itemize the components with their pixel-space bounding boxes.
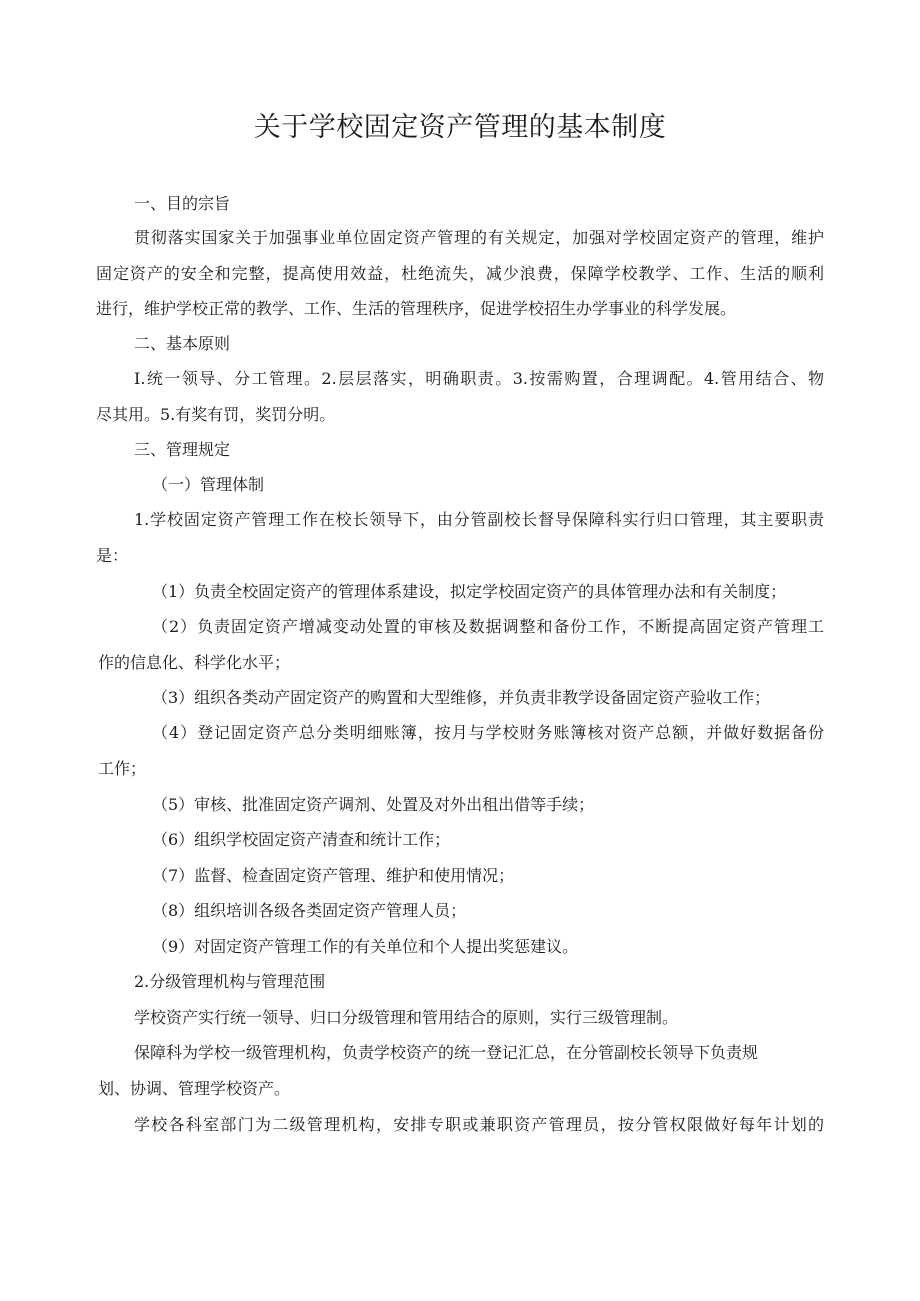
paragraph-line: 贯彻落实国家关于加强事业单位固定资产管理的有关规定，加强对学校固定资产的管理，维护 xyxy=(134,228,824,247)
list-item: （3）组织各类动产固定资产的购置和大型维修，并负责非教学设备固定资产验收工作； xyxy=(152,688,771,707)
section-heading: 一、目的宗旨 xyxy=(134,194,231,213)
paragraph-line: 保障科为学校一级管理机构，负责学校资产的统一登记汇总，在分管副校长领导下负责规 xyxy=(134,1043,759,1062)
subsection-heading: 2.分级管理机构与管理范围 xyxy=(134,972,326,991)
subsection-heading: （一）管理体制 xyxy=(152,475,265,494)
list-item: （1）负责全校固定资产的管理体系建设，拟定学校固定资产的具体管理办法和有关制度； xyxy=(152,582,787,601)
paragraph-line: 尽其用。5.有奖有罚，奖罚分明。 xyxy=(96,405,336,424)
paragraph-line: 学校各科室部门为二级管理机构，安排专职或兼职资产管理员，按分管权限做好每年计划的 xyxy=(134,1115,824,1134)
paragraph-line: 是： xyxy=(96,546,129,565)
paragraph-line: I.统一领导、分工管理。2.层层落实，明确职责。3.按需购置，合理调配。4.管用结合、物 xyxy=(134,369,824,388)
list-item: （4）登记固定资产总分类明细账簿，按月与学校财务账簿核对资产总额，并做好数据备份 xyxy=(152,723,824,742)
paragraph-line: 1.学校固定资产管理工作在校长领导下，由分管副校长督导保障科实行归口管理，其主要职责 xyxy=(134,510,824,529)
list-item: （6）组织学校固定资产清查和统计工作； xyxy=(152,830,451,849)
list-item-continuation: 工作； xyxy=(98,759,147,778)
document-title: 关于学校固定资产管理的基本制度 xyxy=(253,112,667,143)
list-item: （2）负责固定资产增减变动处置的审核及数据调整和备份工作，不断提高固定资产管理工 xyxy=(152,617,824,636)
list-item: （8）组织培训各级各类固定资产管理人员； xyxy=(152,901,467,920)
list-item-continuation: 作的信息化、科学化水平； xyxy=(98,653,291,672)
paragraph-line: 固定资产的安全和完整，提高使用效益，杜绝流失，减少浪费，保障学校教学、工作、生活的顺利 xyxy=(96,264,824,283)
list-item: （7）监督、检查固定资产管理、维护和使用情况； xyxy=(152,866,515,885)
section-heading: 二、基本原则 xyxy=(134,334,231,353)
section-heading: 三、管理规定 xyxy=(134,440,231,459)
list-item: （9）对固定资产管理工作的有关单位和个人提出奖惩建议。 xyxy=(152,937,579,956)
paragraph-line: 划、协调、管理学校资产。 xyxy=(98,1079,291,1098)
paragraph-line: 进行，维护学校正常的教学、工作、生活的管理秩序，促进学校招生办学事业的科学发展。 xyxy=(96,299,737,318)
paragraph-line: 学校资产实行统一领导、归口分级管理和管用结合的原则，实行三级管理制。 xyxy=(134,1008,679,1027)
list-item: （5）审核、批准固定资产调剂、处置及对外出租出借等手续； xyxy=(152,795,595,814)
